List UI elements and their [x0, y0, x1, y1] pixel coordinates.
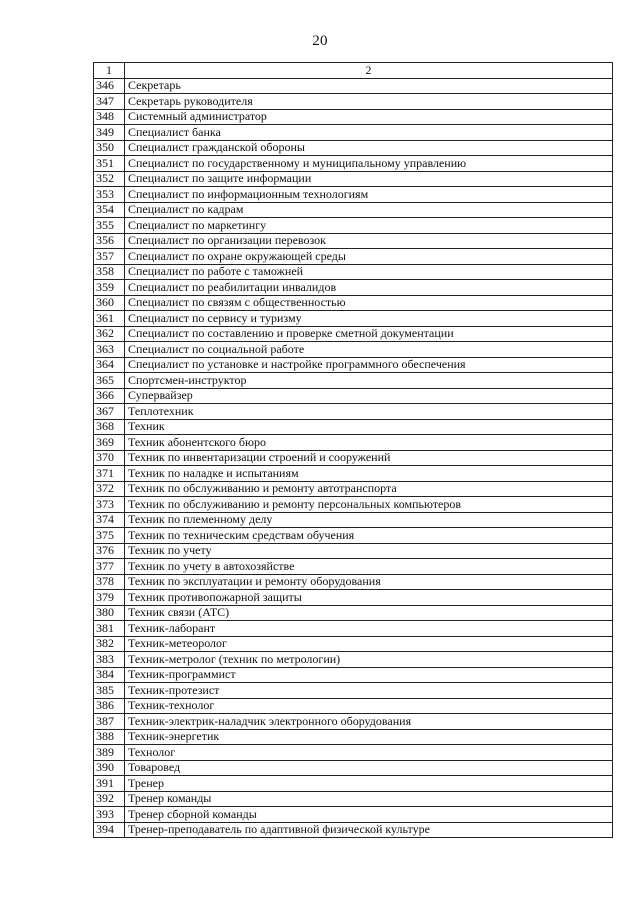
- row-number: 380: [94, 605, 125, 621]
- table-header-row: [94, 63, 613, 79]
- profession-name: Техник: [125, 419, 613, 435]
- table-row: [94, 512, 613, 528]
- row-number: 389: [94, 745, 125, 761]
- row-number: 353: [94, 187, 125, 203]
- row-number: 358: [94, 264, 125, 280]
- profession-name: Теплотехник: [125, 404, 613, 420]
- table-body: [94, 78, 613, 838]
- table-row: [94, 760, 613, 776]
- profession-name: Тренер-преподаватель по адаптивной физической культуре: [125, 822, 613, 838]
- table-row: [94, 187, 613, 203]
- table-row: [94, 807, 613, 823]
- column-header-number: 1: [94, 63, 125, 79]
- row-number: 370: [94, 450, 125, 466]
- row-number: 366: [94, 388, 125, 404]
- row-number: 351: [94, 156, 125, 172]
- row-number: 369: [94, 435, 125, 451]
- row-number: 360: [94, 295, 125, 311]
- profession-name: Специалист по социальной работе: [125, 342, 613, 358]
- table-row: [94, 311, 613, 327]
- table-row: [94, 249, 613, 265]
- row-number: 377: [94, 559, 125, 575]
- profession-name: Техник по племенному делу: [125, 512, 613, 528]
- profession-name: Секретарь руководителя: [125, 94, 613, 110]
- row-number: 367: [94, 404, 125, 420]
- table-row: [94, 559, 613, 575]
- table-row: [94, 326, 613, 342]
- table-row: [94, 714, 613, 730]
- table-row: [94, 636, 613, 652]
- profession-name: Техник по учету в автохозяйстве: [125, 559, 613, 575]
- table-row: [94, 745, 613, 761]
- table-row: [94, 574, 613, 590]
- page-number: 20: [312, 33, 328, 49]
- profession-name: Техник по учету: [125, 543, 613, 559]
- profession-name: Специалист по защите информации: [125, 171, 613, 187]
- row-number: 362: [94, 326, 125, 342]
- row-number: 356: [94, 233, 125, 249]
- table-row: [94, 156, 613, 172]
- table-row: [94, 543, 613, 559]
- row-number: 393: [94, 807, 125, 823]
- profession-name: Техник противопожарной защиты: [125, 590, 613, 606]
- table-row: [94, 342, 613, 358]
- table-row: [94, 233, 613, 249]
- row-number: 368: [94, 419, 125, 435]
- table-row: [94, 652, 613, 668]
- row-number: 349: [94, 125, 125, 141]
- row-number: 384: [94, 667, 125, 683]
- profession-name: Техник по эксплуатации и ремонту оборудования: [125, 574, 613, 590]
- table-row: [94, 109, 613, 125]
- row-number: 364: [94, 357, 125, 373]
- profession-name: Специалист банка: [125, 125, 613, 141]
- profession-name: Специалист по кадрам: [125, 202, 613, 218]
- profession-name: Супервайзер: [125, 388, 613, 404]
- row-number: 348: [94, 109, 125, 125]
- profession-name: Техник-энергетик: [125, 729, 613, 745]
- row-number: 387: [94, 714, 125, 730]
- profession-name: Технолог: [125, 745, 613, 761]
- table-row: [94, 140, 613, 156]
- table-row: [94, 497, 613, 513]
- table-row: [94, 683, 613, 699]
- table-row: [94, 78, 613, 94]
- row-number: 388: [94, 729, 125, 745]
- profession-name: Техник-лаборант: [125, 621, 613, 637]
- profession-name: Техник по техническим средствам обучения: [125, 528, 613, 544]
- profession-name: Специалист по охране окружающей среды: [125, 249, 613, 265]
- row-number: 361: [94, 311, 125, 327]
- row-number: 372: [94, 481, 125, 497]
- table-row: [94, 94, 613, 110]
- row-number: 363: [94, 342, 125, 358]
- row-number: 394: [94, 822, 125, 838]
- row-number: 376: [94, 543, 125, 559]
- table-row: [94, 373, 613, 389]
- row-number: 390: [94, 760, 125, 776]
- profession-name: Техник-метеоролог: [125, 636, 613, 652]
- profession-name: Специалист по установке и настройке программного обеспечения: [125, 357, 613, 373]
- table-row: [94, 419, 613, 435]
- profession-name: Специалист по реабилитации инвалидов: [125, 280, 613, 296]
- profession-name: Специалист по составлению и проверке сметной документации: [125, 326, 613, 342]
- profession-name: Техник-протезист: [125, 683, 613, 699]
- profession-name: Техник-программист: [125, 667, 613, 683]
- profession-name: Специалист по сервису и туризму: [125, 311, 613, 327]
- table-row: [94, 202, 613, 218]
- profession-name: Техник-технолог: [125, 698, 613, 714]
- profession-name: Тренер: [125, 776, 613, 792]
- profession-table: [93, 62, 613, 838]
- profession-name: Техник-метролог (техник по метрологии): [125, 652, 613, 668]
- row-number: 347: [94, 94, 125, 110]
- table-row: [94, 357, 613, 373]
- profession-name: Техник абонентского бюро: [125, 435, 613, 451]
- profession-name: Специалист по связям с общественностью: [125, 295, 613, 311]
- row-number: 375: [94, 528, 125, 544]
- profession-name: Техник по наладке и испытаниям: [125, 466, 613, 482]
- table-row: [94, 264, 613, 280]
- row-number: 359: [94, 280, 125, 296]
- table-row: [94, 621, 613, 637]
- row-number: 383: [94, 652, 125, 668]
- row-number: 354: [94, 202, 125, 218]
- table-row: [94, 466, 613, 482]
- row-number: 357: [94, 249, 125, 265]
- row-number: 392: [94, 791, 125, 807]
- profession-name: Техник-электрик-наладчик электронного оборудования: [125, 714, 613, 730]
- row-number: 386: [94, 698, 125, 714]
- table-row: [94, 388, 613, 404]
- row-number: 379: [94, 590, 125, 606]
- profession-name: Секретарь: [125, 78, 613, 94]
- table-row: [94, 729, 613, 745]
- row-number: 373: [94, 497, 125, 513]
- table-row: [94, 667, 613, 683]
- profession-name: Техник по обслуживанию и ремонту автотранспорта: [125, 481, 613, 497]
- profession-name: Специалист по маркетингу: [125, 218, 613, 234]
- profession-name: Специалист по работе с таможней: [125, 264, 613, 280]
- row-number: 378: [94, 574, 125, 590]
- table-row: [94, 776, 613, 792]
- profession-name: Товаровед: [125, 760, 613, 776]
- profession-name: Техник по обслуживанию и ремонту персональных компьютеров: [125, 497, 613, 513]
- row-number: 371: [94, 466, 125, 482]
- profession-name: Специалист по информационным технологиям: [125, 187, 613, 203]
- profession-name: Тренер команды: [125, 791, 613, 807]
- profession-name: Спортсмен-инструктор: [125, 373, 613, 389]
- table-row: [94, 218, 613, 234]
- table-row: [94, 822, 613, 838]
- profession-name: Техник по инвентаризации строений и сооружений: [125, 450, 613, 466]
- profession-name: Техник связи (АТС): [125, 605, 613, 621]
- column-header-name: 2: [125, 63, 613, 79]
- table-row: [94, 450, 613, 466]
- row-number: 374: [94, 512, 125, 528]
- table-row: [94, 171, 613, 187]
- row-number: 391: [94, 776, 125, 792]
- table-row: [94, 404, 613, 420]
- profession-name: Системный администратор: [125, 109, 613, 125]
- table-row: [94, 125, 613, 141]
- row-number: 385: [94, 683, 125, 699]
- profession-name: Специалист по организации перевозок: [125, 233, 613, 249]
- table-row: [94, 435, 613, 451]
- table-row: [94, 590, 613, 606]
- table-row: [94, 481, 613, 497]
- profession-name: Тренер сборной команды: [125, 807, 613, 823]
- table-row: [94, 791, 613, 807]
- profession-name: Специалист по государственному и муниципальному управлению: [125, 156, 613, 172]
- row-number: 382: [94, 636, 125, 652]
- table-row: [94, 280, 613, 296]
- row-number: 346: [94, 78, 125, 94]
- profession-name: Специалист гражданской обороны: [125, 140, 613, 156]
- table-row: [94, 295, 613, 311]
- row-number: 352: [94, 171, 125, 187]
- table-row: [94, 605, 613, 621]
- row-number: 381: [94, 621, 125, 637]
- row-number: 355: [94, 218, 125, 234]
- table-row: [94, 528, 613, 544]
- table-row: [94, 698, 613, 714]
- row-number: 350: [94, 140, 125, 156]
- row-number: 365: [94, 373, 125, 389]
